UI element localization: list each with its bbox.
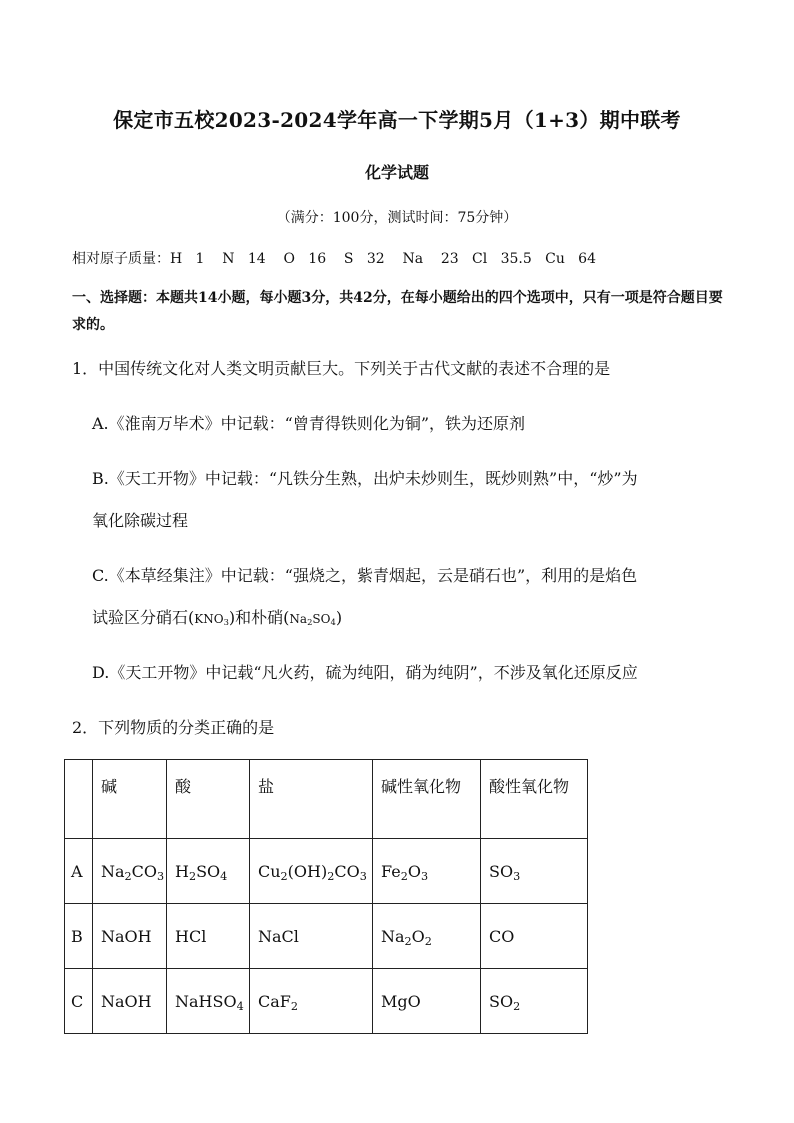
table-header-cell: 盐: [250, 760, 373, 839]
section-heading: 一、选择题：本题共14小题，每小题3分，共42分，在每小题给出的四个选项中，只有一项是符合题目要求的。: [72, 290, 723, 333]
table-header-cell: 碱: [93, 760, 167, 839]
table-cell: NaHSO$_4$: [167, 969, 250, 1034]
row-label: B: [65, 904, 93, 969]
table-cell: $Fe_2O_3$: [373, 839, 481, 904]
table-row: [65, 969, 588, 1034]
question-1-option-a: A.《淮南万毕术》中记载：“曾青得铁则化为铜”，铁为还原剂: [92, 414, 526, 433]
table-cell: HCl: [167, 904, 250, 969]
table-header-row: [65, 760, 588, 839]
table-cell: CaF$_2$: [250, 969, 373, 1034]
atomic-masses: 相对原子质量：H 1 N 14 O 16 S 32 Na 23 Cl 35.5 Cu 64: [72, 251, 597, 267]
question-1-option-b-cont: 氧化除碳过程: [92, 511, 189, 530]
row-label: A: [65, 839, 93, 904]
table-cell: CO: [481, 904, 588, 969]
table-header-cell: 碱性氧化物: [373, 760, 481, 839]
row-label: C: [65, 969, 93, 1034]
exam-title: 保定市五校2023-2024学年高一下学期5月（1+3）期中联考: [113, 108, 681, 132]
table-cell: MgO: [373, 969, 481, 1034]
question-1-option-c-cont: 试验区分硝石$(KNO_3)$和朴硝$(Na_2SO_4)$: [92, 608, 343, 628]
question-1-option-b: B.《天工开物》中记载：“凡铁分生熟，出炉未炒则生，既炒则熟”中，“炒”为: [92, 469, 638, 488]
table-header-cell: 酸: [167, 760, 250, 839]
subject-title: 化学试题: [364, 163, 429, 182]
classification-table: [64, 759, 588, 1034]
question-1-option-d: D.《天工开物》中记载“凡火药，硫为纯阳，硝为纯阴”，不涉及氧化还原反应: [92, 663, 638, 682]
table-header-cell: 酸性氧化物: [481, 760, 588, 839]
table-cell: $Na_2CO_3$: [93, 839, 167, 904]
exam-note: （满分：100分，测试时间：75分钟）: [276, 210, 518, 226]
table-cell: NaOH: [93, 969, 167, 1034]
table-row: [65, 839, 588, 904]
table-cell: $Na_2O_2$: [373, 904, 481, 969]
table-cell: NaCl: [250, 904, 373, 969]
formula-kno3: $KNO_3$: [194, 612, 229, 628]
question-2-stem: 2．下列物质的分类正确的是: [72, 718, 275, 737]
question-1-option-c: C.《本草经集注》中记载：“强烧之，紫青烟起，云是硝石也”，利用的是焰色: [92, 566, 638, 585]
table-cell: $SO_2$: [481, 969, 588, 1034]
table-cell: $SO_3$: [481, 839, 588, 904]
formula-na2so4: $Na_2SO_4$: [289, 612, 336, 628]
table-header-cell: [65, 760, 93, 839]
table-cell: $H_2SO_4$: [167, 839, 250, 904]
table-row: [65, 904, 588, 969]
table-cell: $Cu_2(OH)_2CO_3$: [250, 839, 373, 904]
table-cell: NaOH: [93, 904, 167, 969]
question-1-stem: 1．中国传统文化对人类文明贡献巨大。下列关于古代文献的表述不合理的是: [72, 359, 611, 378]
